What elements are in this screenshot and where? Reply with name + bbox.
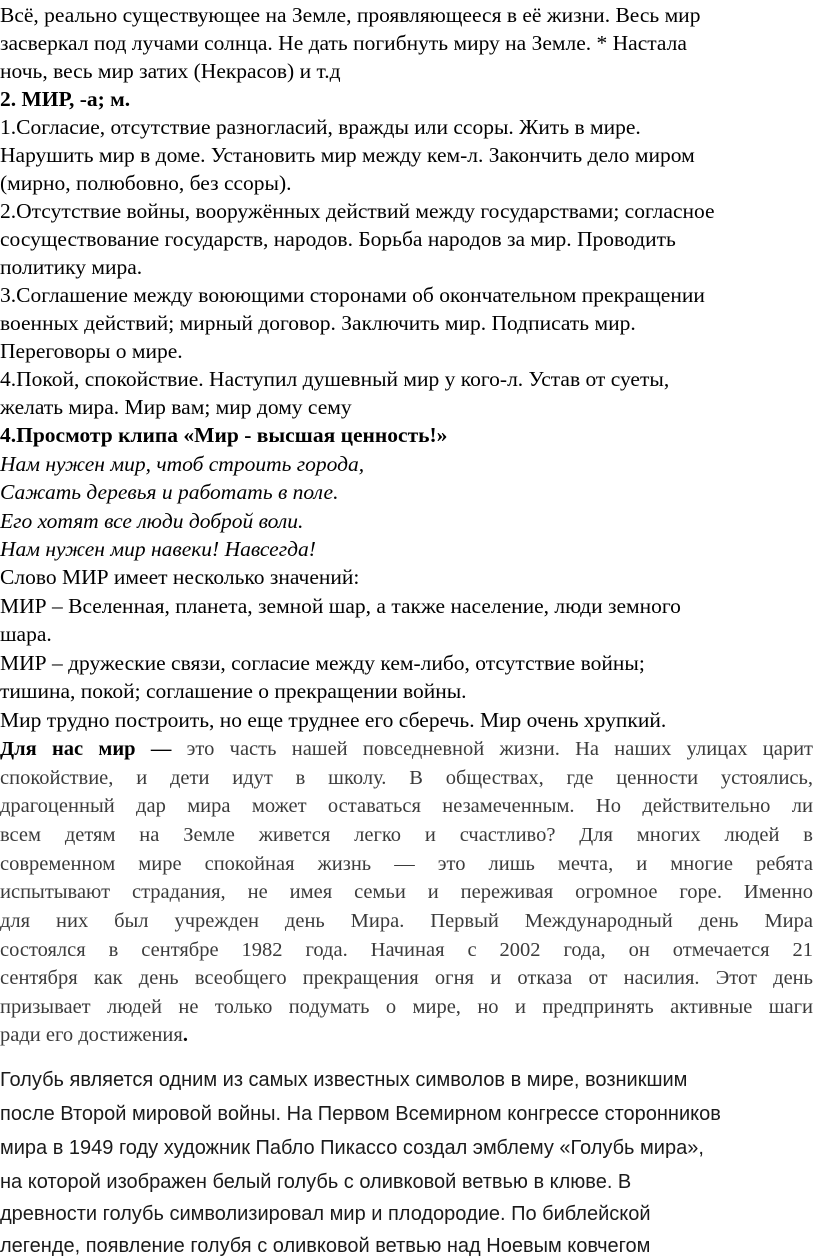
poem-line: Нам нужен мир, чтоб строить города, — [0, 452, 365, 476]
section-heading: 4.Просмотр клипа «Мир - высшая ценность!» — [0, 423, 448, 447]
paragraph-line — [0, 736, 813, 762]
dove-line: легенде, появление голубя с оливковой ветвью над Ноевым ковчегом — [0, 1235, 651, 1257]
definition-line: 2.Отсутствие войны, вооружённых действий между государствами; согласное — [0, 199, 715, 223]
definition-line: военных действий; мирный договор. Заключить мир. Подписать мир. — [0, 311, 636, 335]
poem-line: Его хотят все люди доброй воли. — [0, 509, 304, 533]
dove-line: на которой изображен белый голубь с оливковой ветвью в клюве. В — [0, 1171, 632, 1193]
paragraph-line: состоялся в сентябре 1982 года. Начиная с 2002 года, он отмечается 21 — [0, 939, 813, 961]
paragraph-lead: Для нас мир — — [0, 738, 172, 760]
dove-line: древности голубь символизировал мир и плодородие. По библейской — [0, 1203, 651, 1225]
definition-line: желать мира. Мир вам; мир дому сему — [0, 395, 352, 419]
paragraph-end-dot: . — [182, 1024, 188, 1046]
definition-line: 1.Согласие, отсутствие разногласий, вражды или ссоры. Жить в мире. — [0, 115, 641, 139]
paragraph-line: для них был учрежден день Мира. Первый Международный день Мира — [0, 910, 813, 932]
text-line: засверкал под лучами солнца. Не дать погибнуть миру на Земле. * Настала — [0, 31, 687, 55]
text-line: Мир трудно построить, но еще труднее его сберечь. Мир очень хрупкий. — [0, 708, 667, 732]
paragraph-line: спокойствие, и дети идут в школу. В обществах, где ценности устоялись, — [0, 767, 813, 789]
paragraph-line: современном мире спокойная жизнь — это лишь мечта, и многие ребята — [0, 853, 813, 875]
section-heading: 2. МИР, -а; м. — [0, 87, 131, 111]
text-line: тишина, покой; соглашение о прекращении войны. — [0, 679, 467, 703]
definition-line: (мирно, полюбовно, без ссоры). — [0, 171, 292, 195]
text-line: шара. — [0, 622, 52, 646]
paragraph-line: драгоценный дар мира может оставаться незамеченным. Но действительно ли — [0, 795, 813, 817]
text-line: ночь, весь мир затих (Некрасов) и т.д — [0, 59, 341, 83]
paragraph-text: это часть нашей повседневной жизни. На наших улицах царит — [171, 738, 813, 760]
poem-line: Сажать деревья и работать в поле. — [0, 480, 339, 504]
text-line: МИР – Вселенная, планета, земной шар, а также население, люди земного — [0, 594, 681, 618]
definition-line: 3.Соглашение между воюющими сторонами об окончательном прекращении — [0, 283, 705, 307]
paragraph-text: ради его достижения — [0, 1024, 183, 1046]
definition-line: 4.Покой, спокойствие. Наступил душевный мир у кого-л. Устав от суеты, — [0, 367, 670, 391]
paragraph-line: всем детям на Земле живется легко и счастливо? Для многих людей в — [0, 824, 813, 846]
paragraph-line: испытывают страдания, не имея семьи и переживая огромное горе. Именно — [0, 881, 813, 903]
definition-line: Переговоры о мире. — [0, 339, 183, 363]
text-line: Слово МИР имеет несколько значений: — [0, 565, 360, 589]
paragraph-line — [0, 1022, 188, 1048]
definition-line: сосуществование государств, народов. Борьба народов за мир. Проводить — [0, 227, 676, 251]
text-line: МИР – дружеские связи, согласие между кем-либо, отсутствие войны; — [0, 651, 645, 675]
text-line: Всё, реально существующее на Земле, проявляющееся в её жизни. Весь мир — [0, 3, 701, 27]
poem-line: Нам нужен мир навеки! Навсегда! — [0, 537, 316, 561]
paragraph-line: сентября как день всеобщего прекращения огня и отказа от насилия. Этот день — [0, 967, 813, 989]
paragraph-line: призывает людей не только подумать о мире, но и предпринять активные шаги — [0, 996, 813, 1018]
dove-line: мира в 1949 году художник Пабло Пикассо создал эмблему «Голубь мира», — [0, 1137, 704, 1159]
definition-line: Нарушить мир в доме. Установить мир между кем-л. Закончить дело миром — [0, 143, 695, 167]
dove-line: после Второй мировой войны. На Первом Всемирном конгрессе сторонников — [0, 1103, 721, 1125]
definition-line: политику мира. — [0, 255, 143, 279]
dove-line: Голубь является одним из самых известных символов в мире, возникшим — [0, 1069, 688, 1091]
